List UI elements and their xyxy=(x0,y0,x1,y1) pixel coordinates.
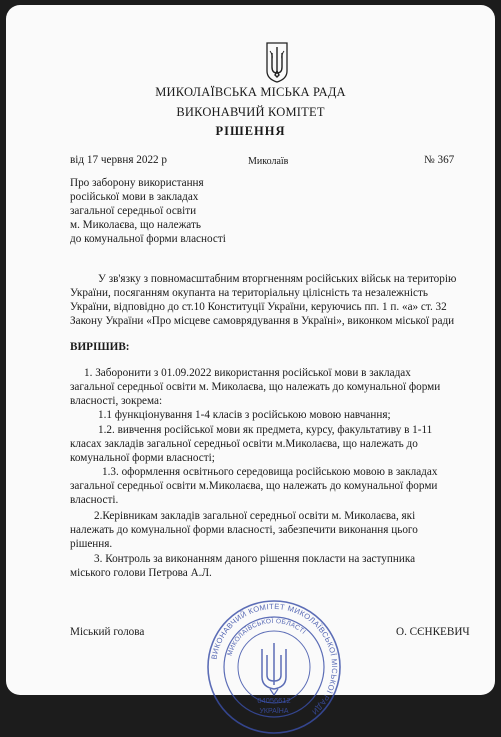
item-line: 3. Контроль за виконанням даного рішення покласти на заступника xyxy=(94,553,416,565)
item-line: 2.Керівникам закладів загальної середньої освіти м. Миколаєва, які xyxy=(94,510,416,522)
signature-name: О. СЄНКЕВИЧ xyxy=(396,626,470,638)
document-page xyxy=(6,5,495,717)
document-type: РІШЕННЯ xyxy=(215,124,286,138)
preamble-line: Закону України «Про місцеве самоврядування в Україні», виконком міської ради xyxy=(70,315,455,327)
subject-line: до комунальної форми власності xyxy=(70,233,226,245)
item-line: 1.1 функціонування 1-4 класів з російською мовою навчання; xyxy=(98,409,391,421)
preamble-line: України, посяганням окупанта на територіальну цілісність та незалежність xyxy=(70,287,428,299)
document-date: від 17 червня 2022 р xyxy=(70,154,168,166)
council-name: МИКОЛАЇВСЬКА МІСЬКА РАДА xyxy=(155,85,346,99)
stamp-code: 04056612 xyxy=(257,696,291,705)
document-number: № 367 xyxy=(424,154,455,166)
signature-role: Міський голова xyxy=(70,626,145,638)
document-city: Миколаїв xyxy=(248,156,289,167)
item-line: власності. xyxy=(70,494,119,506)
item-line: класах закладів загальної середньої освіти м.Миколаєва, що належать до xyxy=(70,438,418,450)
item-line: рішення. xyxy=(70,538,113,550)
committee-name: ВИКОНАВЧИЙ КОМІТЕТ xyxy=(176,105,325,119)
decided-heading: ВИРІШИВ: xyxy=(70,341,130,353)
subject-line: м. Миколаєва, що належать xyxy=(70,219,201,231)
stamp-inner-text: МИКОЛАЇВСЬКОЇ ОБЛАСТІ xyxy=(226,617,307,657)
item-line: загальної середньої освіти м.Миколаєва, що належать до комунальної форми xyxy=(70,480,438,492)
subject-line: загальної середньої освіти xyxy=(70,205,197,217)
item-line: належать до комунальної форми власності, забезпечити виконання цього xyxy=(70,524,418,536)
subject-line: Про заборону використання xyxy=(70,177,204,189)
subject-line: російської мови в закладах xyxy=(70,191,199,203)
item-line: загальної середньої освіти м. Миколаєва, що належать до комунальної форми xyxy=(70,381,441,393)
trident-emblem-icon xyxy=(264,41,290,83)
item-line: 1. Заборонити з 01.09.2022 використання російської мови в закладах xyxy=(84,367,411,379)
preamble-line: України, відповідно до ст.10 Конституції України, керуючись пп. 1 п. «а» ст. 32 xyxy=(70,301,447,313)
item-line: 1.2. вивчення російської мови як предмета, курсу, факультативу в 1-11 xyxy=(98,424,433,436)
item-line: міського голови Петрова А.Л. xyxy=(70,567,212,579)
preamble-line: У зв'язку з повномасштабним вторгненням російських військ на територію xyxy=(98,273,457,285)
stamp-outer-text: ВИКОНАВЧИЙ КОМІТЕТ МИКОЛАЇВСЬКОЇ МІСЬКОЇ РАДИ xyxy=(209,601,340,717)
item-line: комунальної форми власності; xyxy=(70,452,215,464)
stamp-country: УКРАЇНА xyxy=(259,708,289,715)
official-stamp-seal xyxy=(204,597,344,737)
item-line: 1.3. оформлення освітнього середовища російською мовою в закладах xyxy=(102,466,438,478)
item-line: власності, зокрема: xyxy=(70,395,163,407)
